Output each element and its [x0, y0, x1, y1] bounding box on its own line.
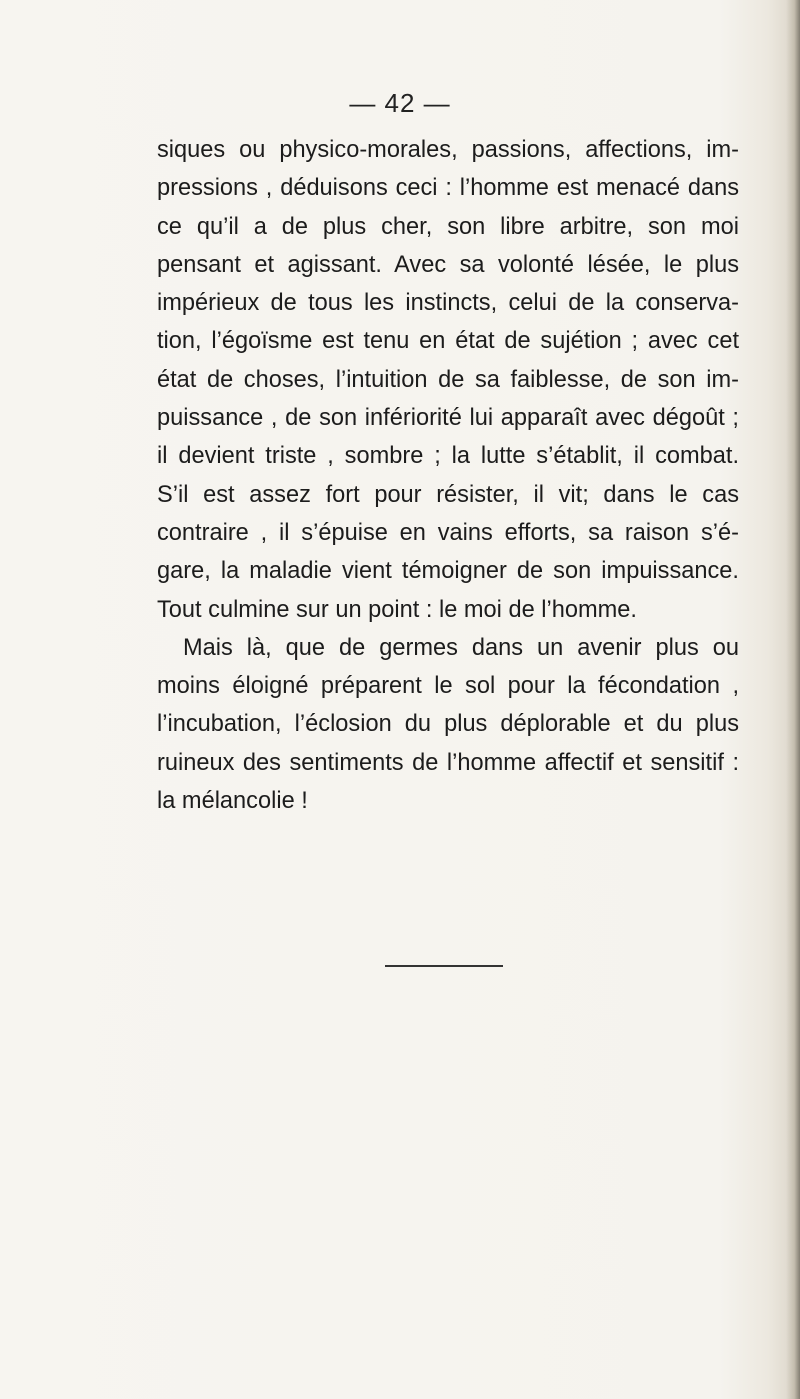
text-line: il devient triste , sombre ; la lutte s’établit, il combat. [157, 443, 739, 470]
paragraph-start-line: Mais là, que de germes dans un avenir plus ou [183, 634, 739, 661]
text-line: ruineux des sentiments de l’homme affectif et sensitif : [157, 749, 739, 776]
text-line: siques ou physico-morales, passions, affections, im- [157, 137, 739, 163]
text-line: gare, la maladie vient témoigner de son impuissance. [157, 558, 739, 585]
body-text [157, 131, 739, 820]
text-line: la mélancolie ! [157, 788, 308, 815]
text-line: S’il est assez fort pour résister, il vit; dans le cas [157, 481, 739, 508]
text-line: pensant et agissant. Avec sa volonté lésée, le plus [157, 251, 739, 278]
text-line: contraire , il s’épuise en vains efforts, sa raison s’é- [157, 519, 739, 546]
page-edge-shadow [786, 0, 800, 1399]
text-line: tion, l’égoïsme est tenu en état de sujétion ; avec cet [157, 328, 739, 355]
text-line: moins éloigné préparent le sol pour la fécondation , [157, 673, 739, 700]
page-number: — 42 — [349, 88, 451, 118]
text-line: l’incubation, l’éclosion du plus déplorable et du plus [157, 711, 739, 738]
text-line: état de choses, l’intuition de sa faiblesse, de son im- [157, 366, 739, 393]
text-line: ce qu’il a de plus cher, son libre arbitre, son moi [157, 213, 739, 240]
text-line: impérieux de tous les instincts, celui de la conserva- [157, 290, 739, 317]
text-line: pressions , déduisons ceci : l’homme est menacé dans [157, 175, 739, 202]
text-line: Tout culmine sur un point : le moi de l’homme. [157, 596, 637, 623]
text-line: puissance , de son infériorité lui apparaît avec dégoût ; [157, 405, 739, 432]
section-end-rule [385, 965, 503, 967]
